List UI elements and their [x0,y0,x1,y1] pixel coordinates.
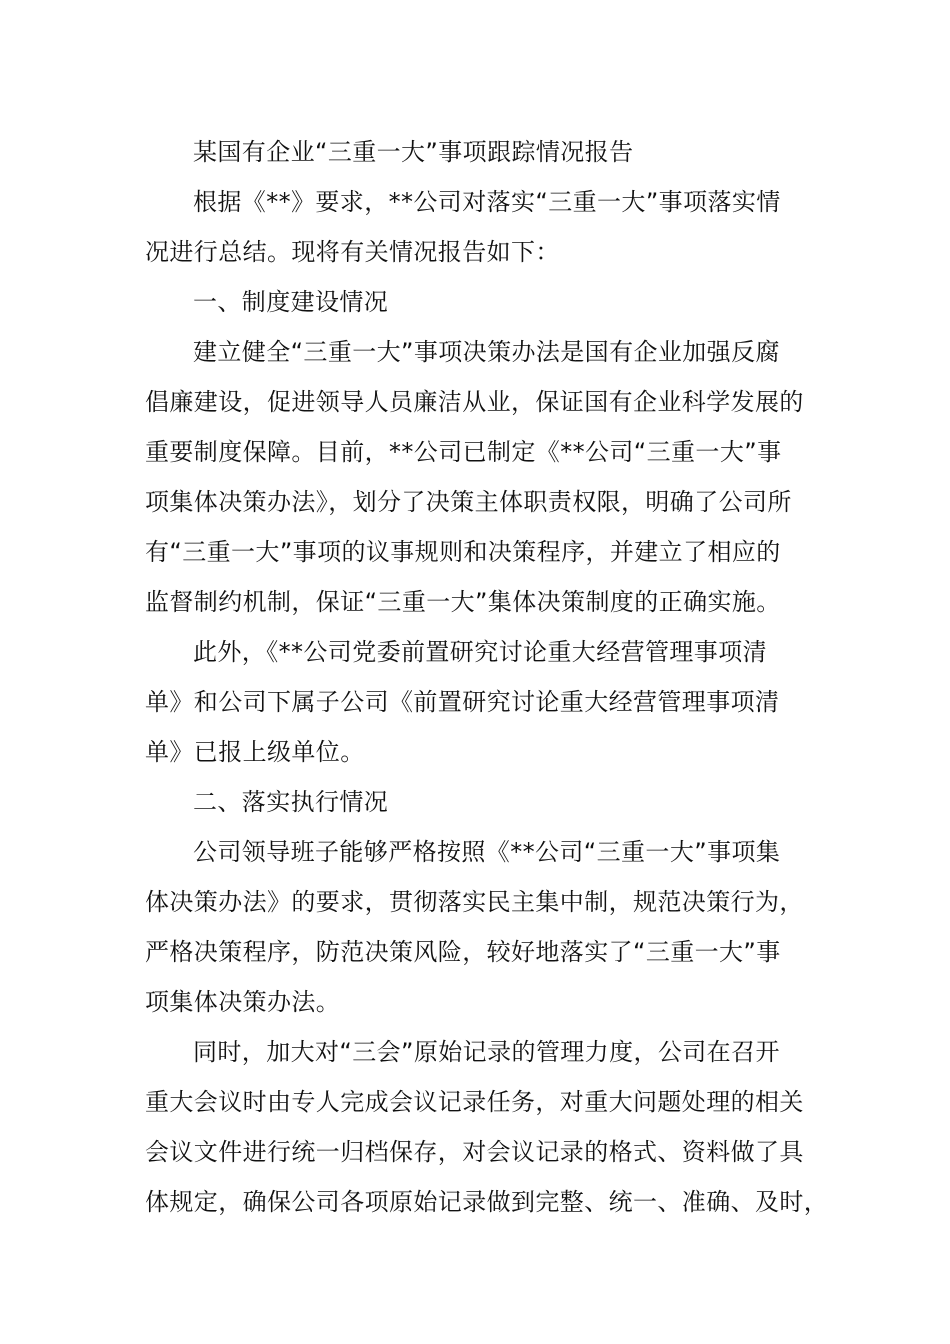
paragraph-line: 项集体决策办法。 [145,988,341,1016]
paragraph-line: 况进行总结。现将有关情况报告如下： [145,238,560,266]
paragraph-line: 公司领导班子能够严格按照《**公司“三重一大”事项集 [193,838,781,866]
paragraph-line: 有“三重一大”事项的议事规则和决策程序，并建立了相应的 [145,538,781,566]
paragraph-line: 严格决策程序，防范决策风险，较好地落实了“三重一大”事 [145,938,781,966]
paragraph-line: 单》已报上级单位。 [145,738,365,766]
paragraph-line: 重要制度保障。目前，**公司已制定《**公司“三重一大”事 [145,438,782,466]
paragraph-line: 重大会议时由专人完成会议记录任务，对重大问题处理的相关 [145,1088,804,1116]
document-title: 某国有企业“三重一大”事项跟踪情况报告 [193,138,634,166]
paragraph-line: 倡廉建设，促进领导人员廉洁从业，保证国有企业科学发展的 [145,388,804,416]
paragraph-line: 会议文件进行统一归档保存，对会议记录的格式、资料做了具 [145,1138,804,1166]
paragraph-line: 建立健全“三重一大”事项决策办法是国有企业加强反腐 [193,338,780,366]
paragraph-line: 项集体决策办法》，划分了决策主体职责权限，明确了公司所 [145,488,792,516]
paragraph-line: 体规定，确保公司各项原始记录做到完整、统一、准确、及时， [145,1188,829,1216]
paragraph-line: 此外，《**公司党委前置研究讨论重大经营管理事项清 [193,638,767,666]
section-heading: 一、制度建设情况 [193,288,389,316]
paragraph-line: 监督制约机制，保证“三重一大”集体决策制度的正确实施。 [145,588,781,616]
paragraph-line: 同时，加大对“三会”原始记录的管理力度，公司在召开 [193,1038,780,1066]
section-heading: 二、落实执行情况 [193,788,389,816]
paragraph-line: 根据《**》要求，**公司对落实“三重一大”事项落实情 [193,188,781,216]
paragraph-line: 体决策办法》的要求，贯彻落实民主集中制，规范决策行为， [145,888,804,916]
paragraph-line: 单》和公司下属子公司《前置研究讨论重大经营管理事项清 [145,688,780,716]
